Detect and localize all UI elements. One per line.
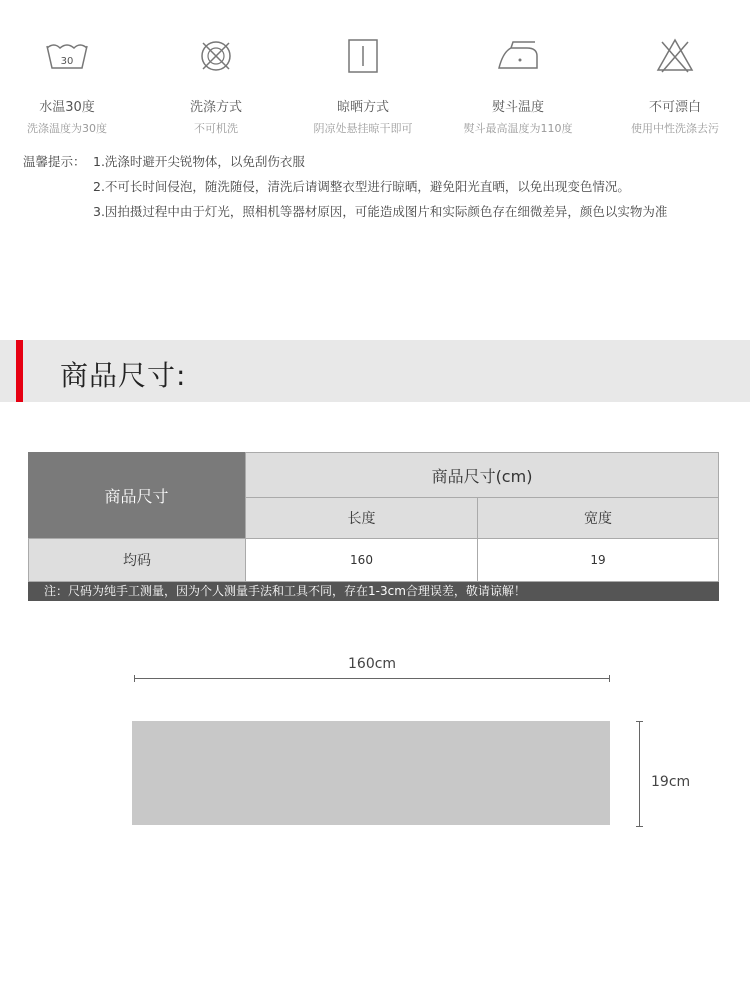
width-dimension-line xyxy=(639,721,640,827)
group-header-label: 商品尺寸(cm) xyxy=(431,466,533,486)
no-bleach-icon xyxy=(650,36,700,76)
row-header-label: 商品尺寸 xyxy=(104,486,169,506)
care-subtitle: 熨斗最高温度为110度 xyxy=(463,122,573,135)
measurement-note xyxy=(28,582,719,601)
row-label: 均码 xyxy=(123,553,151,569)
table-cell-width xyxy=(477,538,719,582)
scarf-shape xyxy=(132,721,610,825)
care-title: 水温30度 xyxy=(39,100,95,115)
length-dimension-line xyxy=(134,678,610,679)
care-instructions xyxy=(0,30,750,140)
tip-line-2: 2.不可长时间侵泡，随洗随侵，清洗后请调整衣型进行晾晒，避免阳光直晒，以免出现变色情况。 xyxy=(93,179,630,194)
care-subtitle: 阴凉处悬挂晾干即可 xyxy=(313,122,413,135)
length-tick-right xyxy=(609,675,610,682)
table-row-header xyxy=(28,452,245,538)
wash-30-icon xyxy=(42,36,92,76)
table-row-label xyxy=(28,538,246,582)
table-cell-length xyxy=(245,538,478,582)
drip-dry-icon xyxy=(338,36,388,76)
iron-icon xyxy=(493,36,543,76)
table-group-header xyxy=(245,452,719,498)
care-title: 晾晒方式 xyxy=(336,100,389,115)
length-value: 160 xyxy=(350,553,373,567)
care-subtitle: 洗涤温度为30度 xyxy=(27,122,107,135)
care-item-iron-temp xyxy=(443,30,593,136)
col-width-label: 宽度 xyxy=(584,511,612,527)
col-length-label: 长度 xyxy=(347,511,376,527)
care-item-no-bleach xyxy=(600,30,750,136)
section-header xyxy=(0,340,750,402)
section-title: 商品尺寸: xyxy=(60,359,187,392)
width-dimension-label: 19cm xyxy=(651,774,691,790)
length-dimension-label: 160cm xyxy=(348,656,397,672)
tip-line-1: 1.洗涤时避开尖锐物体，以免刮伤衣服 xyxy=(93,154,305,169)
care-item-wash-method xyxy=(141,30,291,136)
width-tick-top xyxy=(636,721,643,722)
table-col-length xyxy=(245,497,478,539)
svg-text:30: 30 xyxy=(60,56,74,67)
care-title: 熨斗温度 xyxy=(491,100,544,115)
care-item-dry-method xyxy=(288,30,438,136)
care-item-wash-temp xyxy=(0,30,142,136)
width-value: 19 xyxy=(590,553,606,567)
care-title: 洗涤方式 xyxy=(189,100,242,115)
table-col-width xyxy=(477,497,719,539)
care-subtitle: 不可机洗 xyxy=(194,122,238,135)
care-subtitle: 使用中性洗涤去污 xyxy=(631,122,719,135)
tips-prefix: 温馨提示： xyxy=(23,154,86,169)
section-accent-bar xyxy=(16,340,23,402)
care-title: 不可漂白 xyxy=(648,100,701,115)
tip-line-3: 3.因拍摄过程中由于灯光，照相机等器材原因，可能造成图片和实际颜色存在细微差异，颜色以实物为准 xyxy=(93,204,668,219)
note-text: 注：尺码为纯手工测量，因为个人测量手法和工具不同，存在1-3cm合理误差，敬请谅解！ xyxy=(44,584,526,598)
no-machine-wash-icon xyxy=(191,36,241,76)
length-tick-left xyxy=(134,675,135,682)
width-tick-bottom xyxy=(636,826,643,827)
